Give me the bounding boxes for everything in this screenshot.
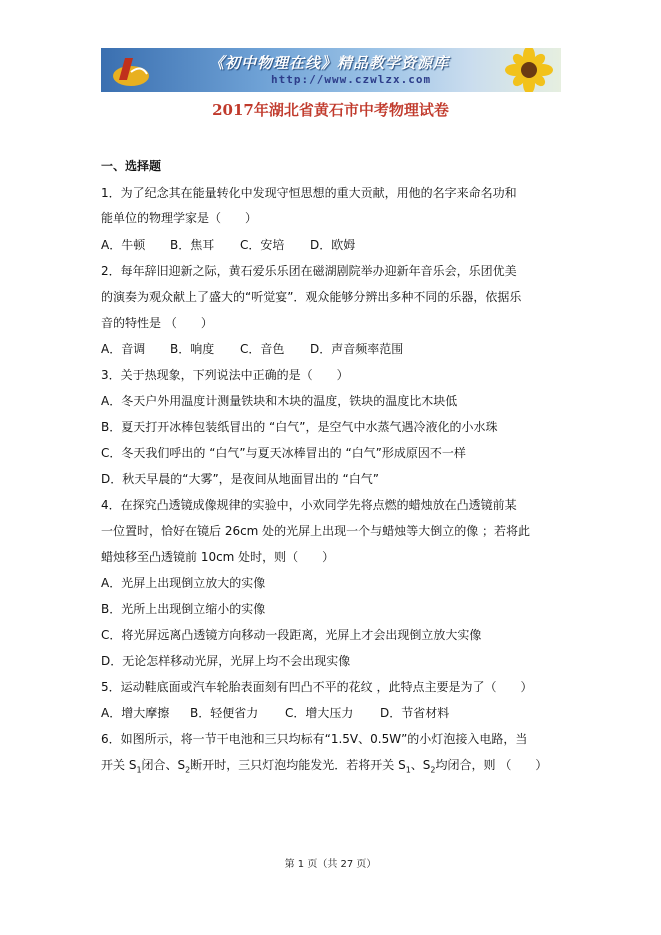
q4-line-3: 蜡烛移至凸透镜前 10cm 处时，则（ ） <box>101 550 335 564</box>
subscript: 1 <box>136 765 142 775</box>
page-footer: 第 1 页（共 27 页） <box>284 859 377 870</box>
q6-text: 开关 S <box>101 758 137 772</box>
q6-text: 闭合、S <box>141 758 186 772</box>
q2-option-a: A．音调 <box>101 342 146 356</box>
q2-option-b: B．响度 <box>170 342 215 356</box>
subscript: 2 <box>185 765 191 775</box>
q1-option-d: D．欧姆 <box>310 238 356 252</box>
q2-line-2: 的演奏为观众献上了盛大的“听觉宴”．观众能够分辨出多种不同的乐器，依据乐 <box>101 290 522 304</box>
banner-url: http://www.czwlzx.com <box>271 73 432 86</box>
q3-option-d: D．秋天早晨的“大雾”，是夜间从地面冒出的 “白气” <box>101 472 379 486</box>
q5-option-b: B．轻便省力 <box>190 706 259 720</box>
q4-option-b: B．光所上出现倒立缩小的实像 <box>101 602 266 616</box>
q2-option-c: C．音色 <box>240 342 285 356</box>
q3-option-c: C．冬天我们呼出的 “白气”与夏天冰棒冒出的 “白气”形成原因不一样 <box>101 446 466 460</box>
q3-line-1: 3．关于热现象，下列说法中正确的是（ ） <box>101 368 349 382</box>
header-banner <box>101 48 561 92</box>
document-title: 2017年湖北省黄石市中考物理试卷 <box>212 101 449 119</box>
q4-line-2: 一位置时，恰好在镜后 26cm 处的光屏上出现一个与蜡烛等大倒立的像 ；若将此 <box>101 524 531 538</box>
section-heading: 一、选择题 <box>101 159 162 173</box>
q6-text: 均闭合，则 （ ） <box>435 758 548 772</box>
q5-line-1: 5．运动鞋底面或汽车轮胎表面刻有凹凸不平的花纹 ，此特点主要是为了（ ） <box>101 680 533 694</box>
q1-line-2: 能单位的物理学家是（ ） <box>101 211 258 225</box>
q2-line-1: 2．每年辞旧迎新之际，黄石爱乐乐团在磁湖剧院举办迎新年音乐会，乐团优美 <box>101 264 517 278</box>
q2-line-3: 音的特性是 （ ） <box>101 316 213 330</box>
q4-line-1: 4．在探究凸透镜成像规律的实验中，小欢同学先将点燃的蜡烛放在凸透镜前某 <box>101 498 517 512</box>
subscript: 1 <box>405 765 411 775</box>
q6-line-1: 6．如图所示，将一节干电池和三只均标有“1.5V、0.5W”的小灯泡接入电路，当 <box>101 732 528 746</box>
q3-option-a: A．冬天户外用温度计测量铁块和木块的温度，铁块的温度比木块低 <box>101 394 458 408</box>
banner-title: 《初中物理在线》精品教学资源库 <box>209 54 450 72</box>
q5-option-d: D．节省材料 <box>380 706 450 720</box>
q6-text: 断开时，三只灯泡均能发光．若将开关 S <box>190 758 406 772</box>
q5-option-c: C．增大压力 <box>285 706 354 720</box>
q1-option-c: C．安培 <box>240 238 285 252</box>
q4-option-a: A．光屏上出现倒立放大的实像 <box>101 576 266 590</box>
subscript: 2 <box>430 765 436 775</box>
q2-option-d: D．声音频率范围 <box>310 342 404 356</box>
q4-option-c: C．将光屏远离凸透镜方向移动一段距离，光屏上才会出现倒立放大实像 <box>101 628 482 642</box>
q1-option-a: A．牛顿 <box>101 238 146 252</box>
q5-option-a: A．增大摩擦 <box>101 706 170 720</box>
sunflower-icon <box>489 48 559 92</box>
q1-option-b: B．焦耳 <box>170 238 215 252</box>
q3-option-b: B．夏天打开冰棒包装纸冒出的 “白气”，是空气中水蒸气遇冷液化的小水珠 <box>101 420 498 434</box>
q6-text: 、S <box>410 758 431 772</box>
logo-icon <box>111 54 151 88</box>
q6-line-2 <box>101 757 547 778</box>
q4-option-d: D．无论怎样移动光屏，光屏上均不会出现实像 <box>101 654 351 668</box>
q1-line-1: 1．为了纪念其在能量转化中发现守恒思想的重大贡献，用他的名字来命名功和 <box>101 186 517 200</box>
